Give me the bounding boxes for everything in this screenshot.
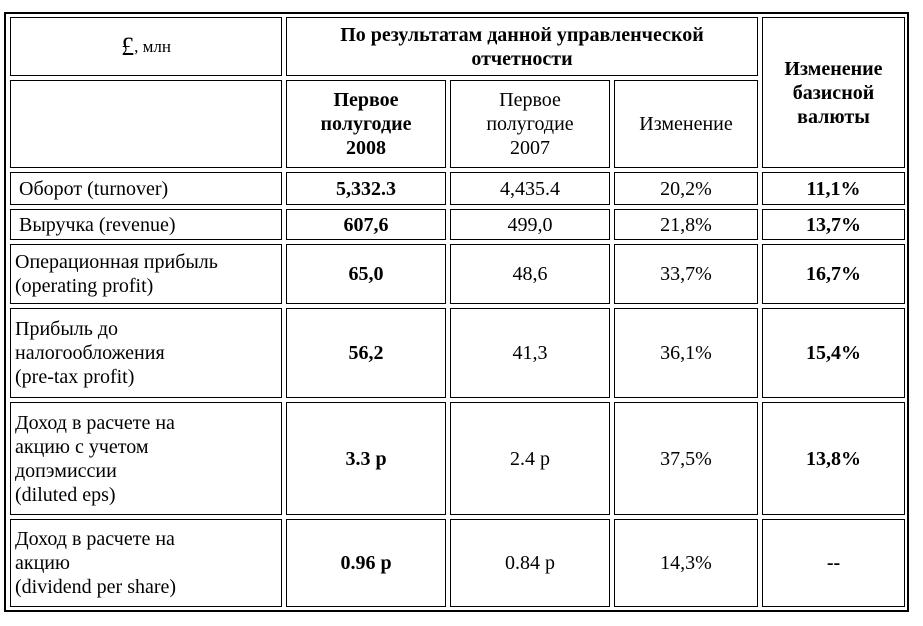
revenue-2008: 607,6 <box>286 209 446 240</box>
dividend-change: 14,3% <box>614 519 758 607</box>
row-label-pretax-profit: Прибыль до налогообложения (pre-tax profit) <box>10 308 282 398</box>
currency-header-cell <box>10 17 282 76</box>
pretax-profit-base: 15,4% <box>762 308 905 398</box>
revenue-base: 13,7% <box>762 209 905 240</box>
row-label-revenue: Выручка (revenue) <box>10 209 282 240</box>
pretax-profit-change: 36,1% <box>614 308 758 398</box>
h1-2007-header: Первое полугодие 2007 <box>450 80 610 168</box>
operating-profit-change: 33,7% <box>614 244 758 304</box>
dividend-2007: 0.84 p <box>450 519 610 607</box>
diluted-eps-2007: 2.4 p <box>450 402 610 515</box>
operating-profit-2008: 65,0 <box>286 244 446 304</box>
empty-header-cell <box>10 80 282 168</box>
turnover-change: 20,2% <box>614 172 758 205</box>
row-label-diluted-eps: Доход в расчете на акцию с учетом допэмиссии (diluted eps) <box>10 402 282 515</box>
diluted-eps-change: 37,5% <box>614 402 758 515</box>
turnover-2007: 4,435.4 <box>450 172 610 205</box>
operating-profit-2007: 48,6 <box>450 244 610 304</box>
change-header: Изменение <box>614 80 758 168</box>
pretax-profit-2008: 56,2 <box>286 308 446 398</box>
diluted-eps-2008: 3.3 p <box>286 402 446 515</box>
dividend-base: -- <box>762 519 905 607</box>
operating-profit-base: 16,7% <box>762 244 905 304</box>
diluted-eps-base: 13,8% <box>762 402 905 515</box>
row-label-operating-profit: Операционная прибыль (operating profit) <box>10 244 282 304</box>
base-currency-header: Изменение базисной валюты <box>762 17 905 168</box>
currency-symbol: £ <box>121 31 135 61</box>
revenue-change: 21,8% <box>614 209 758 240</box>
dividend-2008: 0.96 p <box>286 519 446 607</box>
row-label-dividend-per-share: Доход в расчете на акцию (dividend per share) <box>10 519 282 607</box>
revenue-2007: 499,0 <box>450 209 610 240</box>
turnover-2008: 5,332.3 <box>286 172 446 205</box>
h1-2008-header: Первое полугодие 2008 <box>286 80 446 168</box>
currency-unit: , млн <box>134 36 171 56</box>
pretax-profit-2007: 41,3 <box>450 308 610 398</box>
row-label-turnover: Оборот (turnover) <box>10 172 282 205</box>
group-title-cell: По результатам данной управленческой отчетности <box>286 17 758 76</box>
turnover-base: 11,1% <box>762 172 905 205</box>
